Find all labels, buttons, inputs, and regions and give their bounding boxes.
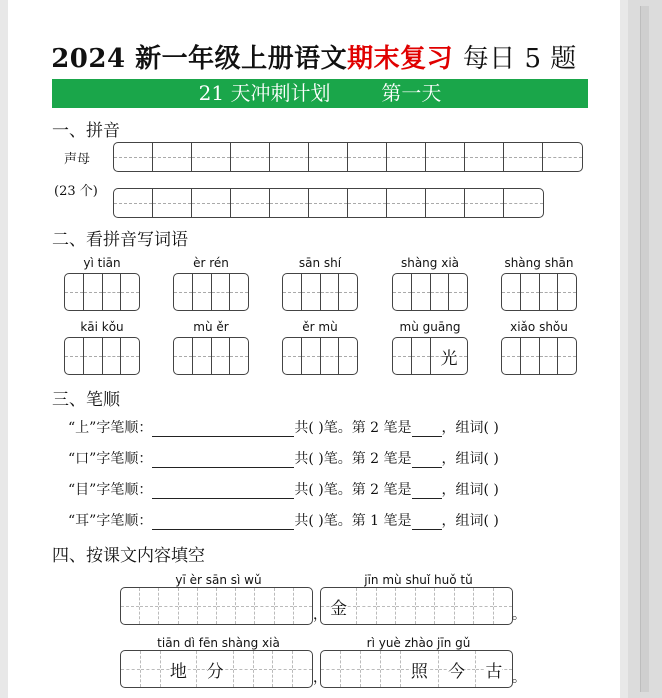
worksheet-page (8, 0, 620, 698)
stroke-count-text: 共( )笔。第 2 笔是 (294, 420, 412, 436)
section-words-title: 二、看拼音写词语 (52, 230, 188, 250)
word-pinyin: xiǎo shǒu (510, 320, 568, 334)
title-tail: 每日 5 题 (462, 44, 577, 74)
word-box[interactable] (501, 273, 577, 311)
word-pinyin: èr rén (193, 256, 229, 270)
shengmu-label: 声母 (64, 152, 91, 167)
stroke-line (68, 417, 499, 437)
stroke-nth-blank[interactable] (412, 498, 442, 499)
period: 。 (512, 670, 526, 686)
title-main: 新一年级上册语文 (135, 44, 348, 74)
page-title (8, 38, 620, 75)
plan-banner (52, 79, 588, 108)
word-group-text: ，组词( ) (441, 451, 499, 467)
stroke-nth-blank[interactable] (412, 529, 442, 530)
stroke-char-label: “耳”字笔顺： (68, 513, 153, 529)
banner-plan: 21 天冲刺计划 (198, 81, 331, 105)
stroke-count-text: 共( )笔。第 2 笔是 (294, 451, 412, 467)
given-char: 今 (448, 657, 465, 682)
word-box[interactable] (392, 337, 468, 375)
shengmu-row-1[interactable] (113, 142, 583, 172)
title-highlight: 期末复习 (347, 44, 454, 74)
given-char: 古 (485, 657, 502, 682)
comma: ， (313, 670, 327, 686)
shengmu-row-2[interactable] (113, 188, 544, 218)
word-pinyin: kāi kǒu (80, 320, 124, 334)
stroke-nth-blank[interactable] (412, 467, 442, 468)
word-box[interactable] (173, 337, 249, 375)
banner-day: 第一天 (381, 81, 442, 105)
word-box[interactable] (173, 273, 249, 311)
fill-box[interactable] (120, 650, 313, 688)
word-pinyin: ěr mù (302, 320, 338, 334)
fill-box[interactable] (320, 650, 513, 688)
stroke-order-blank[interactable] (152, 467, 294, 468)
stroke-count-text: 共( )笔。第 2 笔是 (294, 482, 412, 498)
viewer-scrollbar-area (628, 0, 662, 698)
word-pinyin: mù guāng (399, 320, 461, 334)
word-pinyin: shàng xià (400, 256, 460, 270)
given-char: 分 (207, 657, 224, 682)
fill-pinyin: jīn mù shuǐ huǒ tǔ (364, 573, 473, 587)
word-box[interactable] (282, 337, 358, 375)
title-year: 2024 (51, 44, 126, 74)
section-stroke-title: 三、笔顺 (52, 390, 120, 410)
stroke-char-label: “口”字笔顺： (68, 451, 153, 467)
word-box[interactable] (64, 337, 140, 375)
stroke-order-blank[interactable] (152, 529, 294, 530)
stroke-char-label: “目”字笔顺： (68, 482, 153, 498)
fill-pinyin: tiān dì fēn shàng xià (157, 636, 280, 650)
stroke-order-blank[interactable] (152, 498, 294, 499)
stroke-line (68, 479, 499, 499)
stroke-nth-blank[interactable] (412, 436, 442, 437)
fill-pinyin: rì yuè zhào jīn gǔ (366, 636, 471, 650)
stroke-order-blank[interactable] (152, 436, 294, 437)
word-pinyin: sān shí (298, 256, 342, 270)
given-char: 光 (441, 344, 458, 369)
word-pinyin: yì tiān (83, 256, 121, 270)
given-char: 金 (330, 594, 347, 619)
word-box[interactable] (64, 273, 140, 311)
word-box[interactable] (392, 273, 468, 311)
word-group-text: ，组词( ) (441, 513, 499, 529)
word-group-text: ，组词( ) (441, 420, 499, 436)
word-box[interactable] (501, 337, 577, 375)
shengmu-count-label: (23 个) (54, 184, 98, 199)
comma: ， (313, 607, 327, 623)
stroke-count-text: 共( )笔。第 1 笔是 (294, 513, 412, 529)
section-fill-title: 四、按课文内容填空 (52, 546, 205, 566)
fill-pinyin: yī èr sān sì wǔ (175, 573, 262, 587)
word-pinyin: shàng shān (504, 256, 574, 270)
vertical-scrollbar[interactable] (640, 6, 649, 692)
word-box[interactable] (282, 273, 358, 311)
section-pinyin-title: 一、拼音 (52, 121, 120, 141)
stroke-line (68, 510, 499, 530)
word-pinyin: mù ěr (193, 320, 229, 334)
fill-box[interactable] (320, 587, 513, 625)
fill-box[interactable] (120, 587, 313, 625)
given-char: 照 (411, 657, 428, 682)
stroke-line (68, 448, 499, 468)
word-group-text: ，组词( ) (441, 482, 499, 498)
period: 。 (512, 607, 526, 623)
stroke-char-label: “上”字笔顺： (68, 420, 153, 436)
given-char: 地 (170, 657, 187, 682)
